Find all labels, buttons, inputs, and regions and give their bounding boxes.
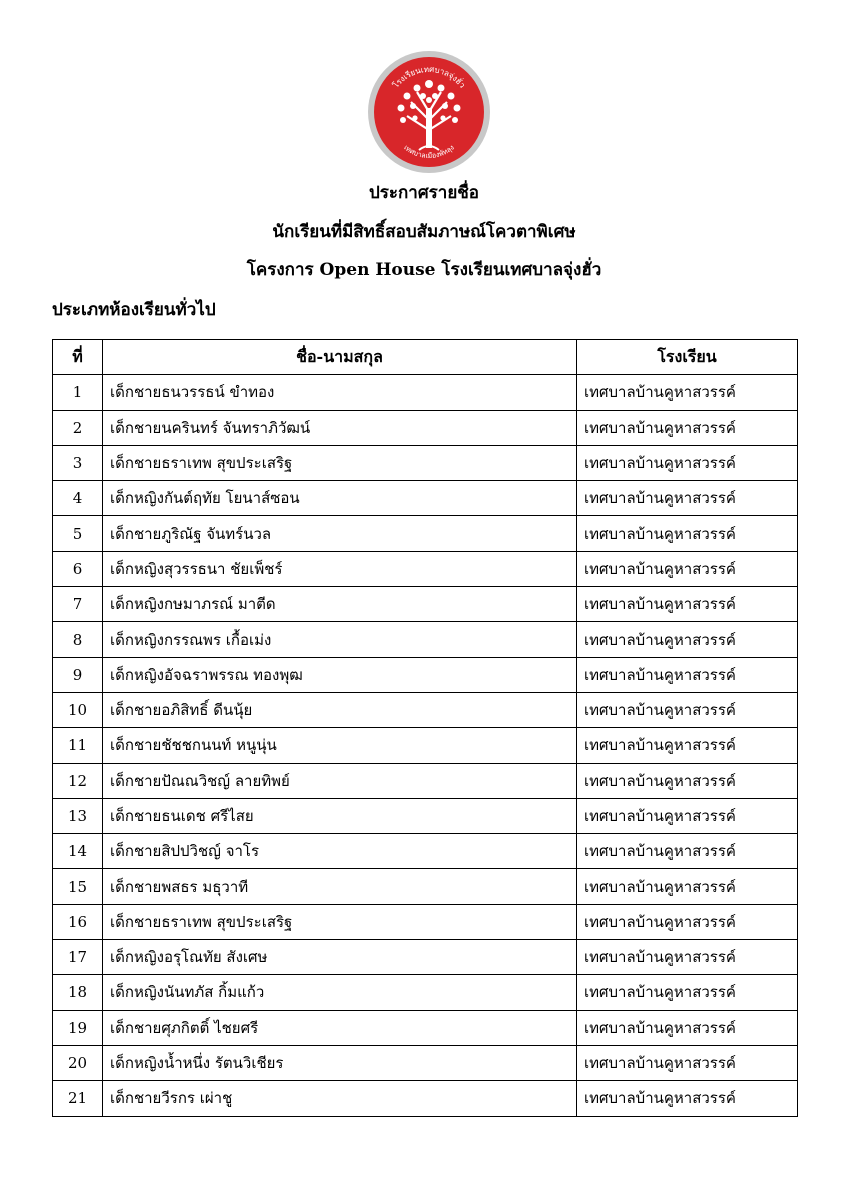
school-logo	[367, 50, 491, 174]
table-body	[53, 375, 798, 1116]
table-row	[53, 1045, 798, 1080]
column-header-name: ชื่อ-นามสกุล	[103, 340, 577, 375]
row-number: 15	[53, 869, 103, 904]
table-row	[53, 1010, 798, 1045]
table-header-row	[53, 340, 798, 375]
announcement-subtitle: นักเรียนที่มีสิทธิ์สอบสัมภาษณ์โควตาพิเศษ	[272, 222, 576, 242]
student-name: เด็กหญิงกษมาภรณ์ มาตีด	[103, 587, 577, 622]
table-row	[53, 940, 798, 975]
school-name: เทศบาลบ้านคูหาสวรรค์	[577, 1045, 798, 1080]
school-name: เทศบาลบ้านคูหาสวรรค์	[577, 445, 798, 480]
student-name: เด็กชายปัณณวิชญ์ ลายทิพย์	[103, 763, 577, 798]
table-row	[53, 692, 798, 727]
row-number: 21	[53, 1081, 103, 1116]
table-row	[53, 445, 798, 480]
student-name: เด็กหญิงนันทภัส กิ้มแก้ว	[103, 975, 577, 1010]
table-row	[53, 375, 798, 410]
school-name: เทศบาลบ้านคูหาสวรรค์	[577, 657, 798, 692]
school-name: เทศบาลบ้านคูหาสวรรค์	[577, 975, 798, 1010]
table-row	[53, 904, 798, 939]
student-name: เด็กหญิงสุวรรธนา ชัยเพ็ชร์	[103, 551, 577, 586]
school-name: เทศบาลบ้านคูหาสวรรค์	[577, 481, 798, 516]
column-header-no: ที่	[53, 340, 103, 375]
row-number: 8	[53, 622, 103, 657]
table-row	[53, 1081, 798, 1116]
table-row	[53, 834, 798, 869]
logo-text-top: โรงเรียนเทศบาลจุ่งฮั่ว	[391, 64, 467, 90]
row-number: 14	[53, 834, 103, 869]
logo-text-bottom: เทศบาลเมืองพัทลุง	[402, 143, 456, 161]
row-number: 12	[53, 763, 103, 798]
student-list-table	[52, 339, 798, 1117]
table-row	[53, 975, 798, 1010]
row-number: 16	[53, 904, 103, 939]
school-name: เทศบาลบ้านคูหาสวรรค์	[577, 1081, 798, 1116]
project-title: โครงการ Open House โรงเรียนเทศบาลจุ่งฮั่ว	[246, 260, 602, 280]
student-name: เด็กชายธนวรรธน์ ขำทอง	[103, 375, 577, 410]
section-title: ประเภทห้องเรียนทั่วไป	[52, 300, 216, 320]
school-name: เทศบาลบ้านคูหาสวรรค์	[577, 834, 798, 869]
table-row	[53, 551, 798, 586]
announcement-title: ประกาศรายชื่อ	[368, 183, 480, 203]
table-row	[53, 622, 798, 657]
row-number: 10	[53, 692, 103, 727]
row-number: 6	[53, 551, 103, 586]
row-number: 13	[53, 798, 103, 833]
student-name: เด็กชายชัชชกนนท์ หนูนุ่น	[103, 728, 577, 763]
school-name: เทศบาลบ้านคูหาสวรรค์	[577, 1010, 798, 1045]
table-row	[53, 587, 798, 622]
student-name: เด็กหญิงกรรณพร เกื้อเม่ง	[103, 622, 577, 657]
school-name: เทศบาลบ้านคูหาสวรรค์	[577, 587, 798, 622]
table-row	[53, 869, 798, 904]
row-number: 1	[53, 375, 103, 410]
school-name: เทศบาลบ้านคูหาสวรรค์	[577, 375, 798, 410]
student-name: เด็กหญิงน้ำหนึ่ง รัตนวิเชียร	[103, 1045, 577, 1080]
table-row	[53, 657, 798, 692]
table-row	[53, 410, 798, 445]
student-name: เด็กหญิงกันต์ฤทัย โยนาส์ซอน	[103, 481, 577, 516]
column-header-school: โรงเรียน	[577, 340, 798, 375]
school-name: เทศบาลบ้านคูหาสวรรค์	[577, 622, 798, 657]
student-name: เด็กหญิงอัจฉราพรรณ ทองพุฒ	[103, 657, 577, 692]
student-name: เด็กชายธราเทพ สุขประเสริฐ	[103, 904, 577, 939]
student-name: เด็กชายสิปปวิชญ์ จาโร	[103, 834, 577, 869]
student-name: เด็กชายพสธร มธุวาที	[103, 869, 577, 904]
student-name: เด็กหญิงอรุโณทัย สังเศษ	[103, 940, 577, 975]
student-name: เด็กชายอภิสิทธิ์ ดีนนุ้ย	[103, 692, 577, 727]
table-row	[53, 481, 798, 516]
row-number: 9	[53, 657, 103, 692]
row-number: 3	[53, 445, 103, 480]
school-name: เทศบาลบ้านคูหาสวรรค์	[577, 940, 798, 975]
school-name: เทศบาลบ้านคูหาสวรรค์	[577, 551, 798, 586]
row-number: 19	[53, 1010, 103, 1045]
school-name: เทศบาลบ้านคูหาสวรรค์	[577, 410, 798, 445]
student-name: เด็กชายธนเดช ศรีไสย	[103, 798, 577, 833]
row-number: 11	[53, 728, 103, 763]
table-row	[53, 516, 798, 551]
student-name: เด็กชายนครินทร์ จันทราภิวัฒน์	[103, 410, 577, 445]
school-name: เทศบาลบ้านคูหาสวรรค์	[577, 728, 798, 763]
school-name: เทศบาลบ้านคูหาสวรรค์	[577, 763, 798, 798]
row-number: 7	[53, 587, 103, 622]
school-logo-emblem	[367, 50, 491, 174]
student-name: เด็กชายภูริณัฐ จันทร์นวล	[103, 516, 577, 551]
student-name: เด็กชายธราเทพ สุขประเสริฐ	[103, 445, 577, 480]
table-row	[53, 798, 798, 833]
row-number: 4	[53, 481, 103, 516]
table-row	[53, 728, 798, 763]
school-name: เทศบาลบ้านคูหาสวรรค์	[577, 798, 798, 833]
table-row	[53, 763, 798, 798]
school-name: เทศบาลบ้านคูหาสวรรค์	[577, 516, 798, 551]
school-name: เทศบาลบ้านคูหาสวรรค์	[577, 869, 798, 904]
school-name: เทศบาลบ้านคูหาสวรรค์	[577, 904, 798, 939]
row-number: 5	[53, 516, 103, 551]
row-number: 2	[53, 410, 103, 445]
student-name: เด็กชายศุภกิตติ์ ไชยศรี	[103, 1010, 577, 1045]
row-number: 20	[53, 1045, 103, 1080]
student-name: เด็กชายวีรกร เผ่าชู	[103, 1081, 577, 1116]
row-number: 18	[53, 975, 103, 1010]
school-name: เทศบาลบ้านคูหาสวรรค์	[577, 692, 798, 727]
row-number: 17	[53, 940, 103, 975]
